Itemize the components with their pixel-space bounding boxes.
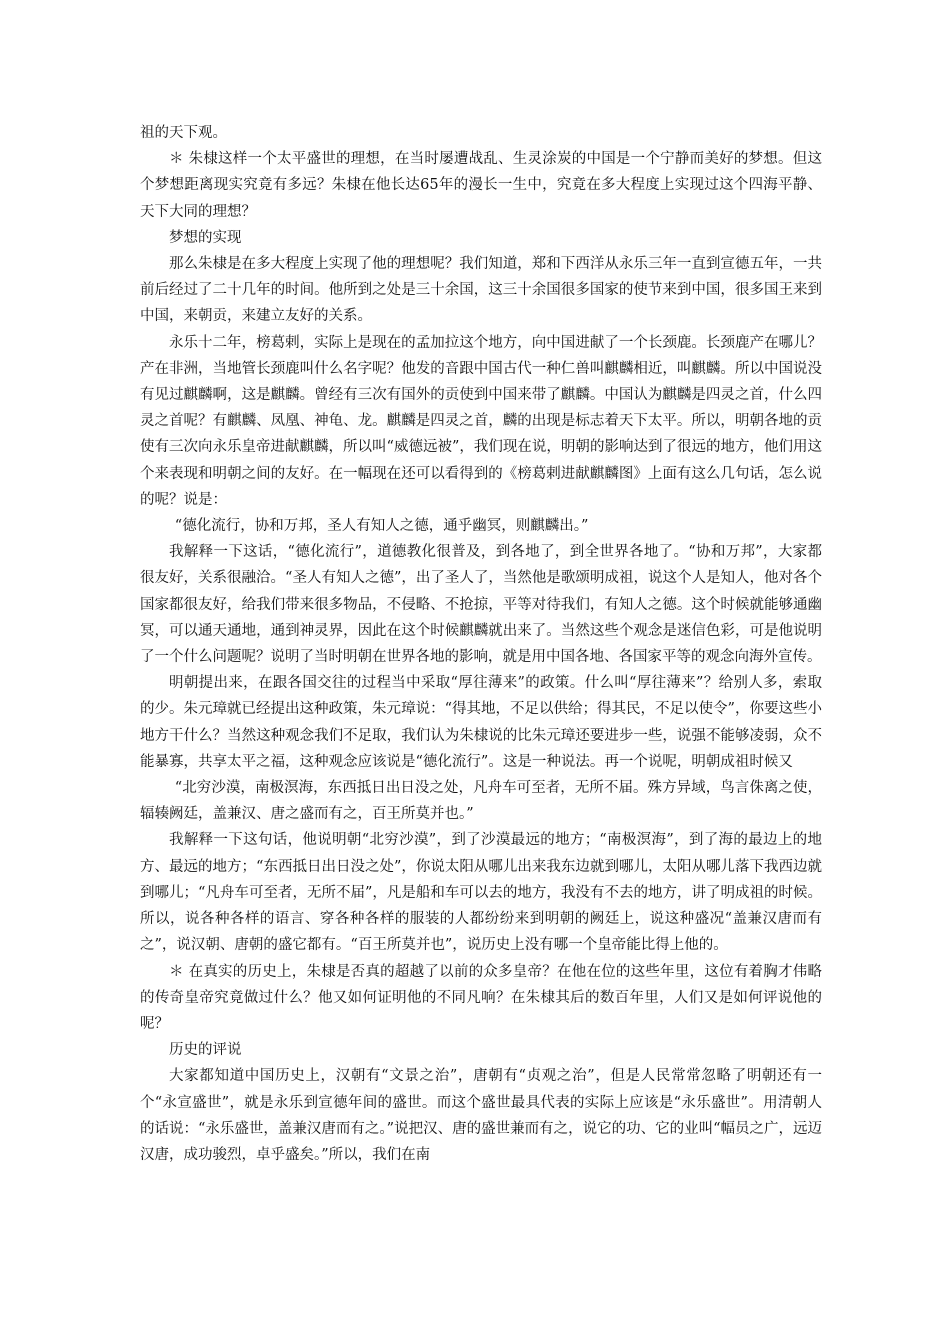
quote-qilin-inscription: “德化流行，协和万邦，圣人有知人之德，通乎幽冥，则麒麟出。” (174, 518, 589, 535)
paragraph-dream-question: ＊ 朱棣这样一个太平盛世的理想，在当时屡遭战乱、生灵涂炭的中国是一个宁静而美好的梦想。但这个梦想距离现实究竟有多远？朱棣在他长达65年的漫长一生中，究竟在多大程度上实现过这个四海平静、天下大同的理想？ (140, 151, 822, 220)
section-heading-dream-realization: 梦想的实现 (169, 229, 242, 246)
document-page (140, 120, 822, 1168)
paragraph-continuation: 祖的天下观。 (140, 125, 227, 141)
paragraph-zheng-he-voyages: 那么朱棣是在多大程度上实现了他的理想呢？我们知道，郑和下西洋从永乐三年一直到宣德五年，一共前后经过了二十几年的时间。他所到之处是三十余国，这三十余国很多国家的使节来到中国，很多国王来到中国，来朝贡，来建立友好的关系。 (140, 256, 822, 325)
paragraph-qilin-tribute: 永乐十二年，榜葛剌，实际上是现在的孟加拉这个地方，向中国进献了一个长颈鹿。长颈鹿产在哪儿？产在非洲，当地管长颈鹿叫什么名字呢？他发的音跟中国古代一种仁兽叫麒麟相近，叫麒麟。所以中国说没有见过麒麟啊，这是麒麟。曾经有三次有国外的贡使到中国来带了麒麟。中国认为麒麟是四灵之首，什么四灵之首呢？有麒麟、凤凰、神龟、龙。麒麟是四灵之首，麟的出现是标志着天下太平。所以，明朝各地的贡使有三次向永乐皇帝进献麒麟，所以叫“威德远被”，我们现在说，明朝的影响达到了很远的地方，他们用这个来表现和明朝之间的友好。在一幅现在还可以看得到的《榜葛剌进献麒麟图》上面有这么几句话，怎么说的呢？说是： (140, 334, 822, 508)
paragraph-generous-policy: 明朝提出来，在跟各国交往的过程当中采取“厚往薄来”的政策。什么叫“厚往薄来”？给别人多，索取的少。朱元璋就已经提出这种政策，朱元璋说：“得其地，不足以供给；得其民，不足以使令”，你要这些小地方干什么？当然这种观念我们不足取，我们认为朱棣说的比朱元璋还要进步一些，说强不能够凌弱，众不能暴寡，共享太平之福，这种观念应该说是“德化流行”。这是一种说法。再一个说呢，明朝成祖时候又 (140, 675, 822, 770)
paragraph-yongle-prosperity: 大家都知道中国历史上，汉朝有“文景之治”，唐朝有“贞观之治”，但是人民常常忽略了明朝还有一个“永宣盛世”，就是永乐到宣德年间的盛世。而这个盛世最具代表的实际上应该是“永乐盛世”。用清朝人的话说：“永乐盛世，盖兼汉唐而有之。”说把汉、唐的盛世兼而有之，说它的功、它的业叫“幅员之广，远迈汉唐，成功骏烈，卓乎盛矣。”所以，我们在南 (140, 1068, 822, 1163)
section-heading-historical-evaluation: 历史的评说 (169, 1042, 242, 1059)
quote-ming-reach: “北穷沙漠，南极溟海，东西抵日出日没之处，凡舟车可至者，无所不届。殊方异域，鸟言侏离之使，辐辏阙廷，盖兼汉、唐之盛而有之，百王所莫并也。” (140, 780, 822, 823)
paragraph-history-question: ＊ 在真实的历史上，朱棣是否真的超越了以前的众多皇帝？在他在位的这些年里，这位有着胸才伟略的传奇皇帝究竟做过什么？他又如何证明他的不同凡响？在朱棣其后的数百年里，人们又是如何评说他的呢？ (140, 963, 822, 1032)
paragraph-reach-explanation: 我解释一下这句话，他说明朝“北穷沙漠”，到了沙漠最远的地方；“南极溟海”，到了海的最边上的地方、最远的地方；“东西抵日出日没之处”，你说太阳从哪儿出来我东边就到哪儿，太阳从哪儿落下我西边就到哪儿；“凡舟车可至者，无所不届”，凡是船和车可以去的地方，我没有不去的地方，讲了明成祖的时候。所以，说各种各样的语言、穿各种各样的服装的人都纷纷来到明朝的阙廷上，说这种盛况“盖兼汉唐而有之”，说汉朝、唐朝的盛它都有。“百王所莫并也”，说历史上没有哪一个皇帝能比得上他的。 (140, 832, 822, 954)
paragraph-quote-explanation: 我解释一下这话，“德化流行”，道德教化很普及，到各地了，到全世界各地了。“协和万邦”，大家都很友好，关系很融洽。“圣人有知人之德”，出了圣人了，当然他是歌颂明成祖，说这个人是知人，他对各个国家都很友好，给我们带来很多物品，不侵略、不抢掠，平等对待我们，有知人之德。这个时候就能够通幽冥，可以通天通地，通到神灵界，因此在这个时候麒麟就出来了。当然这些个观念是迷信色彩，可是他说明了一个什么问题呢？说明了当时明朝在世界各地的影响，就是用中国各地、各国家平等的观念向海外宣传。 (140, 544, 822, 666)
